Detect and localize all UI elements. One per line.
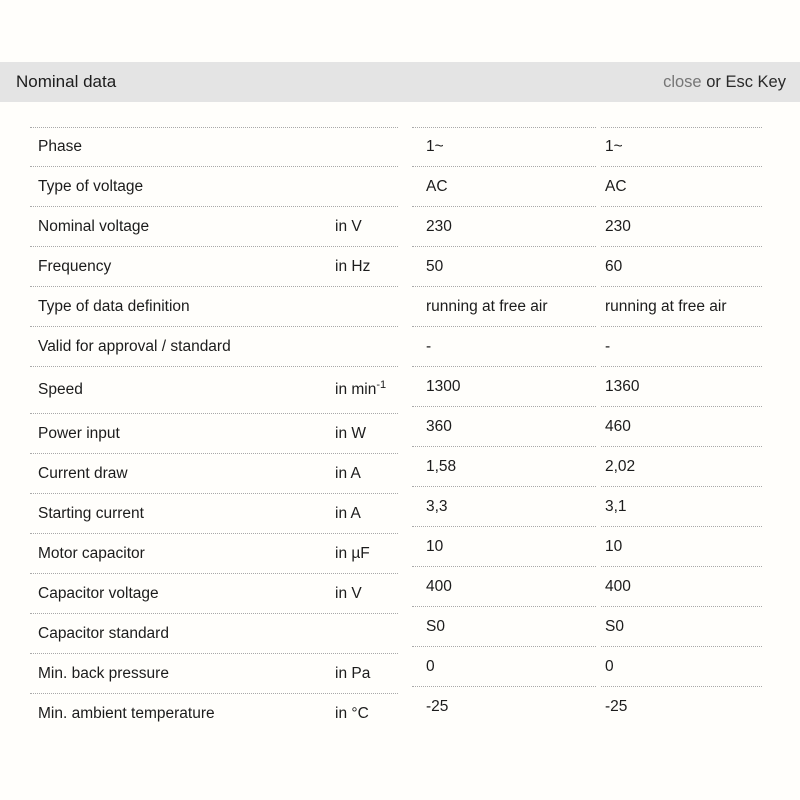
table-cell-value-2: 460 xyxy=(601,407,762,447)
table-cell-value-2: 1360 xyxy=(601,367,762,407)
table-row-label xyxy=(30,247,398,287)
row-unit-text: in A xyxy=(335,504,361,522)
table-cell-value-1: -25 xyxy=(426,698,449,715)
modal-header xyxy=(0,62,800,102)
row-label: Phase xyxy=(38,138,82,155)
row-unit-superscript: -1 xyxy=(376,378,387,391)
row-unit-text: in V xyxy=(335,217,362,235)
table-cell-value-1: 360 xyxy=(412,407,596,447)
row-label: Type of voltage xyxy=(38,177,144,195)
table-cell-value-1: 1300 xyxy=(412,367,596,407)
row-unit xyxy=(335,505,361,523)
row-label: Type of data definition xyxy=(38,297,190,315)
row-label: Speed xyxy=(38,381,83,398)
table-cell-value-2: 400 xyxy=(601,567,762,607)
table-row-label xyxy=(30,367,398,414)
table-cell-value-2: running at free air xyxy=(601,287,762,327)
table-row-label xyxy=(30,494,398,534)
table-cell-value-1: 230 xyxy=(412,207,596,247)
table-row-label xyxy=(30,414,398,454)
row-label: Starting current xyxy=(38,504,144,522)
table-cell-value-1: 50 xyxy=(412,247,596,287)
table-row-label xyxy=(30,614,398,654)
row-label: Capacitor voltage xyxy=(38,584,159,602)
table-cell-value-2: AC xyxy=(601,167,762,207)
row-unit-text: in V xyxy=(335,584,362,602)
row-label: Frequency xyxy=(38,257,112,275)
row-unit xyxy=(335,585,362,603)
row-unit-text: in Hz xyxy=(335,257,371,275)
row-label: Current draw xyxy=(38,464,128,482)
row-unit xyxy=(335,545,370,563)
table-row-label xyxy=(30,167,398,207)
row-label: Valid for approval / standard xyxy=(38,337,231,355)
table-cell-value-1: AC xyxy=(412,167,596,207)
label-unit-column xyxy=(30,127,398,734)
values-column-1 xyxy=(412,127,596,727)
table-row-label xyxy=(30,127,398,167)
row-unit xyxy=(335,378,387,399)
table-cell-value-2: 60 xyxy=(601,247,762,287)
row-unit xyxy=(335,665,370,683)
table-cell-value-1: 10 xyxy=(412,527,596,567)
values-column-2 xyxy=(601,127,762,727)
nominal-data-table xyxy=(30,127,762,734)
table-cell-value-2: 10 xyxy=(601,527,762,567)
table-row-label xyxy=(30,574,398,614)
row-unit-text: in °C xyxy=(335,705,369,722)
close-button[interactable]: close xyxy=(663,72,702,91)
table-row-label xyxy=(30,654,398,694)
table-cell-value-2: - xyxy=(601,327,762,367)
row-unit-text: in A xyxy=(335,464,361,482)
table-cell-value-2: 0 xyxy=(601,647,762,687)
table-cell-value-1: - xyxy=(412,327,596,367)
close-area xyxy=(663,73,786,92)
row-unit-text: in Pa xyxy=(335,664,371,682)
table-cell-value-2: S0 xyxy=(601,607,762,647)
row-unit-text: in µF xyxy=(335,544,370,562)
table-cell-value-1: 0 xyxy=(412,647,596,687)
row-unit-text: in W xyxy=(335,424,366,442)
table-row-label xyxy=(30,287,398,327)
table-row-label xyxy=(30,207,398,247)
table-cell-value-1: 1~ xyxy=(412,127,596,167)
table-cell-value-1: 3,3 xyxy=(412,487,596,527)
table-row-label xyxy=(30,454,398,494)
row-unit-text: in min xyxy=(335,381,377,398)
row-label: Nominal voltage xyxy=(38,217,150,235)
row-unit xyxy=(335,705,369,723)
row-label: Min. ambient temperature xyxy=(38,705,215,722)
close-esc-hint: or Esc Key xyxy=(701,72,786,91)
table-row-label xyxy=(30,694,398,734)
row-label: Motor capacitor xyxy=(38,544,145,562)
page-title: Nominal data xyxy=(16,72,117,91)
table-cell-value-2: -25 xyxy=(605,698,628,715)
table-row-label xyxy=(30,327,398,367)
table-row-label xyxy=(30,534,398,574)
table-cell-value-1: running at free air xyxy=(412,287,596,327)
table-cell-value-2: 2,02 xyxy=(601,447,762,487)
row-unit xyxy=(335,218,362,236)
row-unit xyxy=(335,465,361,483)
row-unit xyxy=(335,425,366,443)
table-cell-value-1: S0 xyxy=(412,607,596,647)
row-label: Capacitor standard xyxy=(38,624,169,642)
table-cell-value-2: 230 xyxy=(601,207,762,247)
table-cell-value-2: 1~ xyxy=(601,127,762,167)
row-label: Power input xyxy=(38,424,120,442)
table-cell-value-2: 3,1 xyxy=(601,487,762,527)
row-label: Min. back pressure xyxy=(38,664,169,682)
table-cell-value-1: 1,58 xyxy=(412,447,596,487)
table-cell-value-1: 400 xyxy=(412,567,596,607)
row-unit xyxy=(335,258,370,276)
